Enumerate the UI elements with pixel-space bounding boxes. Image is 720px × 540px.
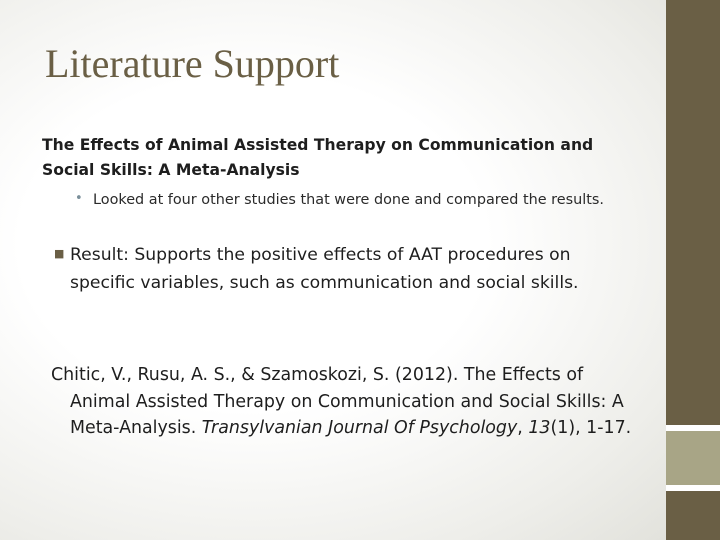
citation-authors: Chitic, V., Rusu, A. S., & Szamoskozi, S. (2012). The Effects of Animal Assisted Therapy on Communication and Social Skills: A Meta-Analysis. xyxy=(51,365,624,438)
citation-volume: 13 xyxy=(528,418,551,438)
result-text: Result: Supports the positive effects of AAT procedures on specific variables, such as communication and social skills. xyxy=(70,245,579,293)
study-bullet: Looked at four other studies that were done and compared the results. xyxy=(93,192,604,208)
study-title: The Effects of Animal Assisted Therapy on Communication and Social Skills: A Meta-Analysis xyxy=(42,136,594,179)
citation-comma: , xyxy=(517,418,529,438)
citation-journal: Transylvanian Journal Of Psychology xyxy=(201,418,518,438)
slide-title: Literature Support xyxy=(45,41,340,86)
citation-issue-pages: (1), 1-17. xyxy=(550,418,632,438)
sidebar-divider xyxy=(666,485,720,491)
citation xyxy=(51,362,640,442)
square-bullet-icon: ■ xyxy=(54,247,65,260)
decorative-sidebar xyxy=(666,0,720,540)
sidebar-accent-block xyxy=(666,431,720,485)
bullet-dot-icon: • xyxy=(75,191,83,206)
